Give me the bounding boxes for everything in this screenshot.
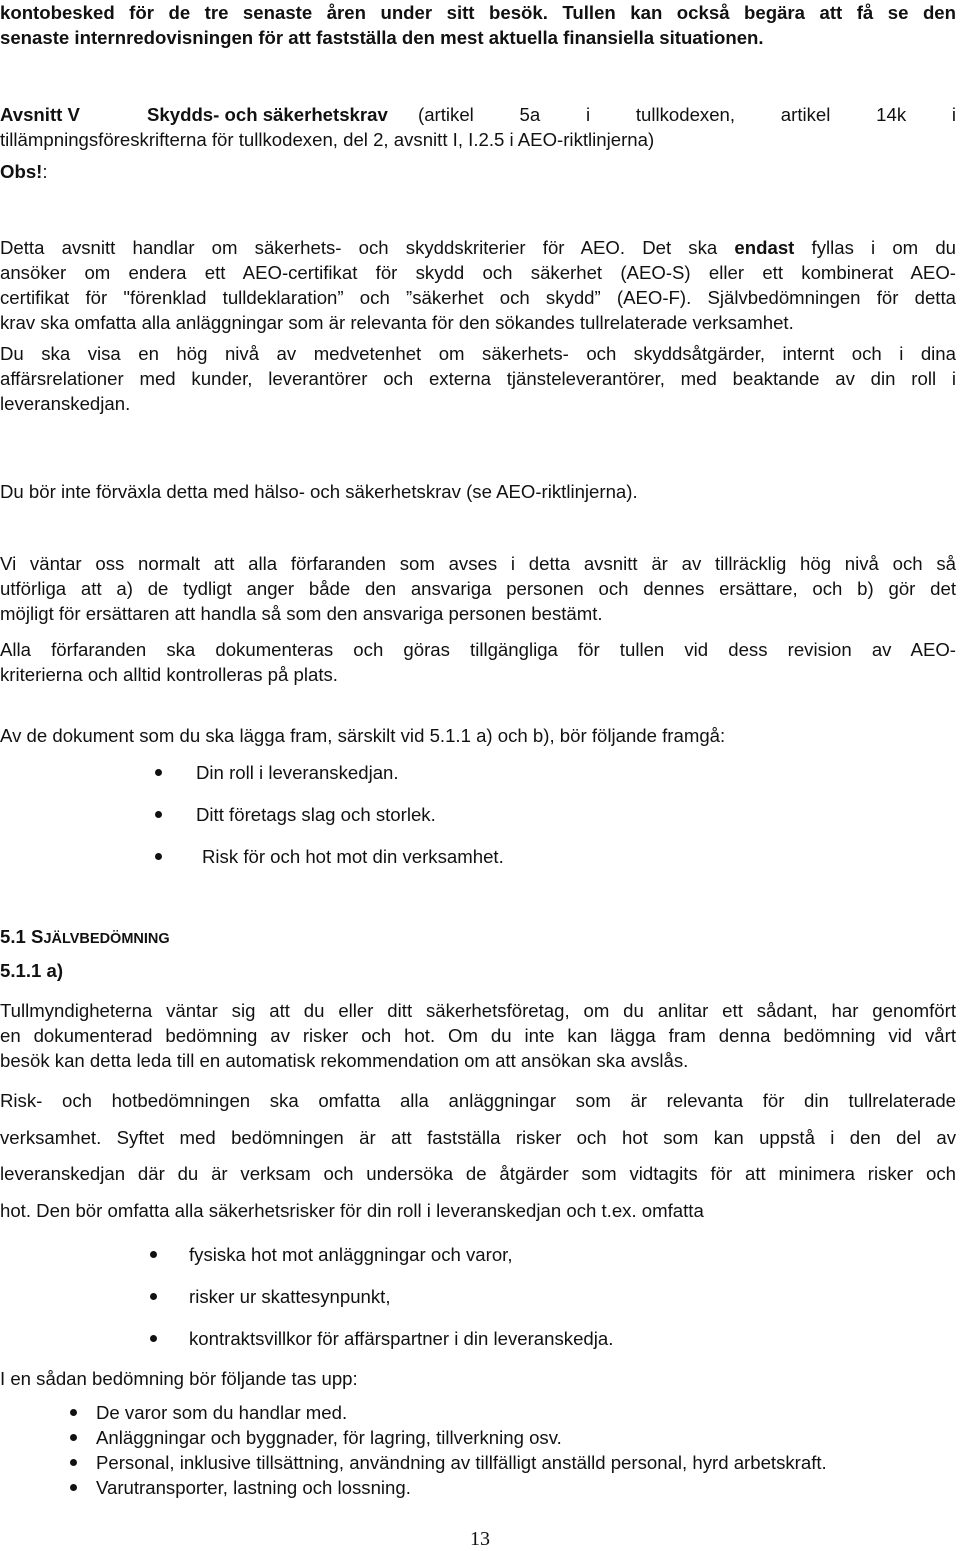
scope-paragraph: Risk- och hotbedömningen ska omfatta alla anläggningar som är relevanta för din tullrelaterade verksamhet. Syftet med bedömningen är att fastställa risker och hot som kan uppstå i den del av leveranskedjan där du är verksam och undersöka de åtgärder som vidtagits för att minimera risker och hot. Den bör omfatta alla säkerhetsrisker för din roll i leveranskedjan och t.ex. omfatta [0,1090,956,1221]
documents-intro: Av de dokument som du ska lägga fram, särskilt vid 5.1.1 a) och b), bör följande framgå: [0,725,726,746]
subheading-5-1-1: 5.1.1 a) [0,960,64,981]
intro-line: senaste internredovisningen för att fastställa den mest aktuella finansiella situationen. [0,27,764,48]
section-reference: (artikel 5a i tullkodexen, artikel 14k i [418,104,956,125]
awareness-paragraph: Du ska visa en hög nivå av medvetenhet om säkerhets- och skyddsåtgärder, internt och i dina affärsrelationer med kunder, leverantörer och externa tjänsteleverantörer, med beaktande av din roll i leveranskedjan. [0,343,956,414]
bullet-icon [150,1251,157,1258]
intro-line: kontobesked för de tre senaste åren under sitt besök. Tullen kan också begära att få se den [0,2,956,23]
bullet-icon [70,1484,77,1491]
documentation-paragraph: Alla förfaranden ska dokumenteras och göras tillgängliga för tullen vid dess revision av AEO- kriterierna och alltid kontrolleras på plats. [0,639,956,685]
intro-paragraph [0,0,956,50]
document-page: kontobesked för de tre senaste åren under sitt besök. Tullen kan också begära att få se den senaste internredovisningen för att fastställa den mest aktuella finansiella situationen. Avsnitt V Skydds- och säkerhetskrav (artikel 5a i tullkodexen, artikel 14k i tillämpningsföreskrifterna för tullkodexen, del 2, avsnitt I, I.2.5 i AEO-riktlinjerna) Obs!: Detta avsnitt handlar om säkerhets- och skyddskriterier för AEO. Det ska endast fyllas i om du ansöker om endera ett AEO-certifikat för skydd och säkerhet (AEO-S) eller ett kombinerat AEO- certifikat för "förenklad tulldeklaration” och ”säkerhet och skydd” (AEO-F). Självbedömningen för detta krav ska omfatta alla anläggningar som är relevanta för den sökandes tullrelaterade verksamhet. Du ska visa en hög nivå av medvetenhet om säkerhets- och skyddsåtgärder, internt och i dina affärsrelationer med kunder, leverantörer och externa tjänsteleverantörer, med beaktande av din roll i leveranskedjan. Du bör inte förväxla detta med hälso- och säkerhetskrav (se AEO-riktlinjerna). Vi väntar oss normalt att alla förfaranden som avses i detta avsnitt är av tillräcklig hög nivå och så utförliga att a) de tydligt anger både den ansvariga personen och dennes ersättare, och b) gör det möjligt för ersättaren att handla så som den ansvariga personen bestämt. Alla förfaranden ska dokumenteras och göras tillgängliga för tullen vid dess revision av AEO- kriterierna och alltid kontrolleras på plats. Av de dokument som du ska lägga fram, särskilt vid 5.1.1 a) och b), bör följande framgå: Din roll i leveranskedjan. Ditt företags slag och storlek. Risk för och hot mot din verksamhet. 5.1 SJÄLVBEDÖMNING 5.1.1 a) Tullmyndigheterna väntar sig att du eller ditt säkerhetsföretag, om du anlitar ett sådant, har genomfört en dokumenterad bedömning av risker och hot. Om du inte kan lägga fram denna bedömning vid vårt besök kan detta leda till en automatisk rekommendation om att ansökan ska avslås. Risk- och hotbedömningen ska omfatta alla anläggningar som är relevanta för din tullrelaterade verksamhet. Syftet med bedömningen är att fastställa risker och hot som kan uppstå i den del av leveranskedjan där du är verksam och undersöka de åtgärder som vidtagits för att minimera risker och hot. Den bör omfatta alla säkerhetsrisker för din roll i leveranskedjan och t.ex. omfatta fysiska hot mot anläggningar och varor, risker ur skattesynpunkt, kontraktsvillkor för affärspartner i din leveranskedja. I en sådan bedömning bör följande tas upp: De varor som du handlar med. Anläggningar och byggnader, för lagring, tillverkning osv. Personal, inklusive tillsättning, användning av tillfälligt anställd personal, hyrd arbetskraft. Varutransporter, lastning och lossning. 13 [0,0,960,1551]
items-intro: I en sådan bedömning bör följande tas upp: [0,1368,358,1389]
bullet-icon [150,1335,157,1342]
section-label: Avsnitt V [0,104,80,125]
bullet-icon [155,853,162,860]
obs-label: Obs!: [0,161,48,182]
emphasis-endast: endast [734,237,795,258]
bullet-icon [155,769,162,776]
bullet-icon [70,1459,77,1466]
expectation-paragraph: Vi väntar oss normalt att alla förfaranden som avses i detta avsnitt är av tillräcklig hög nivå och så utförliga att a) de tydligt anger både den ansvariga personen och dennes ersättare, och b) gör det möjligt för ersättaren att handla så som den ansvariga personen bestämt. [0,553,956,624]
confuse-paragraph: Du bör inte förväxla detta med hälso- och säkerhetskrav (se AEO-riktlinjerna). [0,481,638,502]
section-heading [0,102,956,152]
bullet-icon [70,1409,77,1416]
bullet-icon [150,1293,157,1300]
note-paragraph: Detta avsnitt handlar om säkerhets- och skyddskriterier för AEO. Det ska endast fyllas i om du ansöker om endera ett AEO-certifikat för skydd och säkerhet (AEO-S) eller ett kombinerat AEO- certifikat för "förenklad tulldeklaration” och ”säkerhet och skydd” (AEO-F). Självbedömningen för detta krav ska omfatta alla anläggningar som är relevanta för den sökandes tullrelaterade verksamhet. [0,237,957,333]
section-reference: tillämpningsföreskrifterna för tullkodexen, del 2, avsnitt I, I.2.5 i AEO-riktlinjerna) [0,129,655,150]
assessment-paragraph: Tullmyndigheterna väntar sig att du eller ditt säkerhetsföretag, om du anlitar ett sådant, har genomfört en dokumenterad bedömning av risker och hot. Om du inte kan lägga fram denna bedömning vid vårt besök kan detta leda till en automatisk rekommendation om att ansökan ska avslås. [0,1000,956,1071]
page-number: 13 [470,1528,490,1550]
section-title: Skydds- och säkerhetskrav [147,104,388,125]
section-heading-5-1: 5.1 SJÄLVBEDÖMNING [0,926,170,947]
bullet-icon [70,1434,77,1441]
bullet-icon [155,811,162,818]
